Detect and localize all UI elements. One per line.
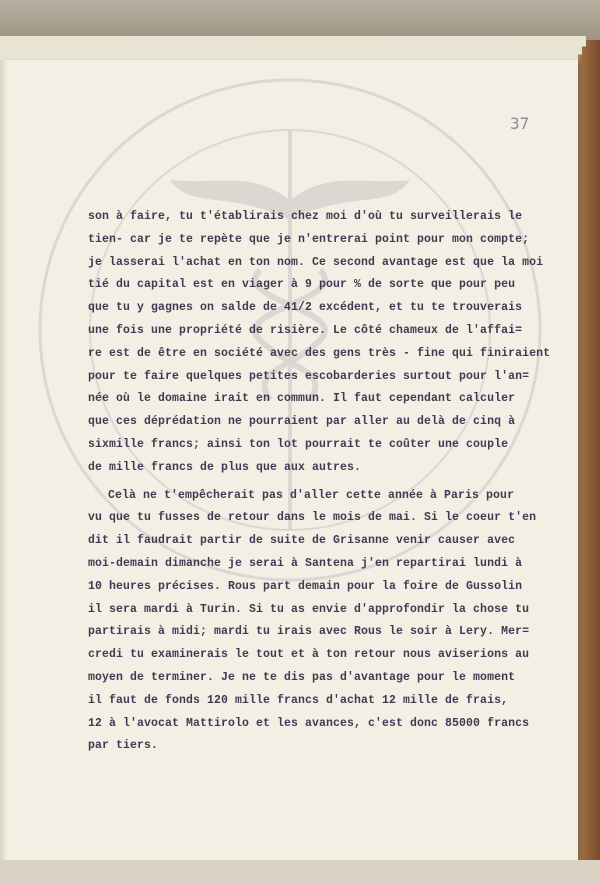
text-line: tié du capital est en viager à 9 pour % de sorte que pour peu <box>88 278 516 292</box>
text-line: moyen de terminer. Je ne te dis pas d'avantage pour le moment <box>88 670 516 684</box>
text-line: il sera mardi à Turin. Si tu as envie d'approfondir la chose tu <box>88 602 530 616</box>
text-line: Celà ne t'empêcherait pas d'aller cette année à Paris pour <box>108 488 515 502</box>
text-line: il faut de fonds 120 mille francs d'achat 12 mille de frais, <box>88 693 509 707</box>
paragraph-1 <box>88 206 558 480</box>
text-line: partirais à midi; mardi tu irais avec Rous le soir à Lery. Mer= <box>88 625 530 639</box>
text-line: son à faire, tu t'établirais chez moi d'où tu surveillerais le <box>88 210 523 223</box>
text-line: tien- car je te repète que je n'entrerai point pour mon compte; <box>88 232 530 246</box>
text-line: que tu y gagnes on salde de 41/2 excédent, et tu te trouverais <box>88 301 523 315</box>
text-line: une fois une propriété de risière. Le côté chameux de l'affai= <box>88 323 523 337</box>
paragraph-2 <box>88 485 558 759</box>
book-edge <box>0 0 600 40</box>
text-line: de mille francs de plus que aux autres. <box>88 460 362 474</box>
text-line: moi-demain dimanche je serai à Santena j'en repartirai lundi à <box>88 556 523 570</box>
text-line: 10 heures précises. Rous part demain pour la foire de Gussolin <box>88 579 523 593</box>
text-line: credi tu examinerais le tout et à ton retour nous aviserions au <box>88 648 530 662</box>
text-line: que ces déprédation ne pourraient par aller au delà de cinq à <box>88 415 516 429</box>
text-line: re est de être en société avec des gens très - fine qui finiraient <box>88 346 551 360</box>
text-line: née où le domaine irait en commun. Il faut cependant calculer <box>88 392 516 406</box>
typed-letter-body <box>88 206 558 758</box>
sheet-fold-shadow <box>0 60 8 860</box>
text-line: dit il faudrait partir de suite de Grisanne venir causer avec <box>88 534 516 548</box>
text-line: je lasserai l'achat en ton nom. Ce second avantage est que la moi <box>88 255 544 269</box>
bottom-strip <box>0 860 600 883</box>
text-line: par tiers. <box>88 739 159 753</box>
text-line: vu que tu fusses de retour dans le mois de mai. Si le coeur t'en <box>88 511 537 525</box>
text-line: sixmille francs; ainsi ton lot pourrait te coûter une couple <box>88 437 509 451</box>
page-number: 37 <box>510 114 530 133</box>
text-line: pour te faire quelques petites escobarderies surtout pour l'an= <box>88 369 530 383</box>
text-line: 12 à l'avocat Mattirolo et les avances, c'est donc 85000 francs <box>88 716 530 730</box>
